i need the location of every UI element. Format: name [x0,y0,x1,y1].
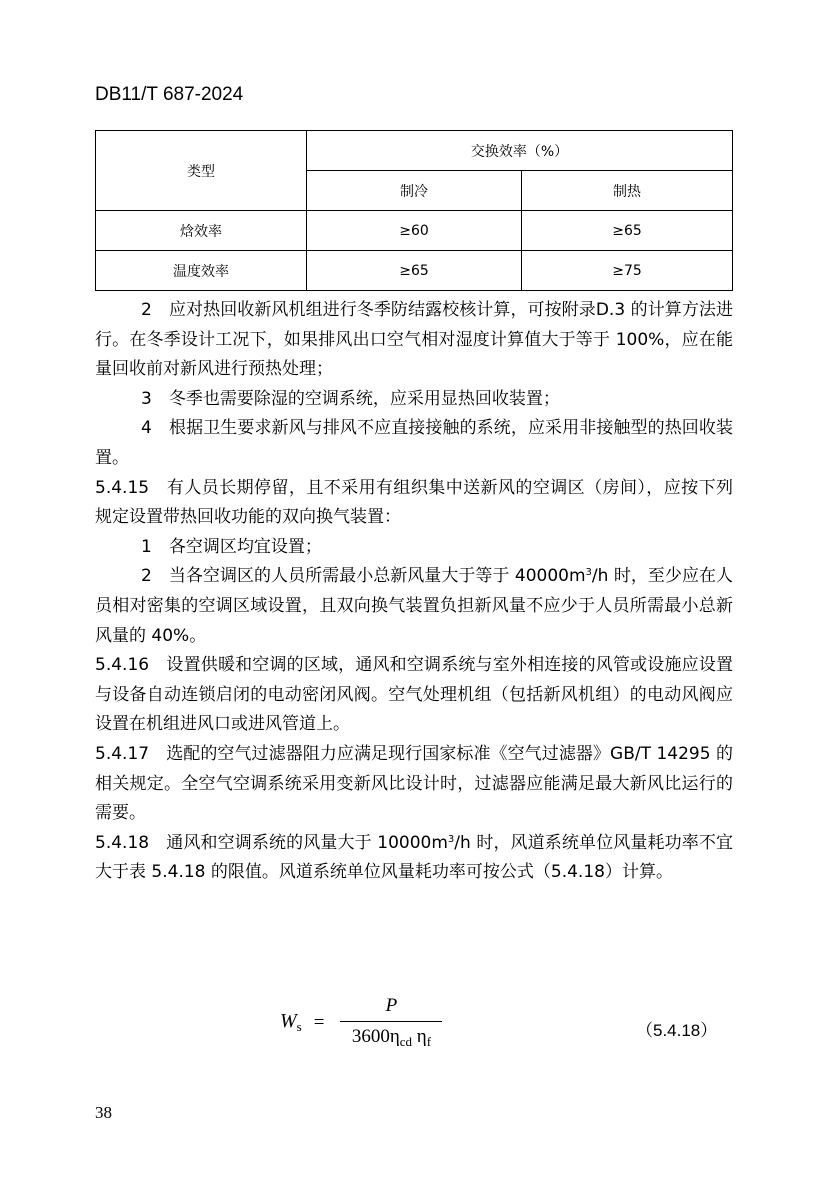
page-number: 38 [95,1103,112,1122]
clause-5-4-16: 5.4.16 设置供暖和空调的区域，通风和空调系统与室外相连接的风管或设施应设置与设备自动连锁启闭的电动密闭风阀。空气处理机组（包括新风机组）的电动风阀应设置在机组进风口或进风管道上。 [95,655,733,735]
table-cell-cooling: ≥65 [307,251,522,291]
denominator-subscript-f: f [426,1034,432,1049]
text-segment: /h 时，至少应在人员相对密集的空调区域设置，且双向换气装置负担新风量不应少于人员所需最小总新风量的 40%。 [95,566,734,646]
table-row [96,211,733,251]
formula-5-4-18 [280,995,442,1050]
table-header-heating: 制热 [522,171,733,211]
formula-denominator [352,1022,431,1050]
document-code: DB11/T 687-2024 [95,84,244,105]
denominator-subscript-cd: cd [399,1034,413,1049]
paragraph-item-2: 2 应对热回收新风机组进行冬季防结露校核计算，可按附录D.3 的计算方法进行。在冬季设计工况下，如果排风出口空气相对湿度计算值大于等于 100%，应在能量回收前对新风进行预热处理； [95,300,733,380]
table-cell-heating: ≥75 [522,251,733,291]
formula-numerator: P [385,995,398,1016]
table-cell-type: 焓效率 [96,211,307,251]
clause-5-4-15-item-1: 1 各空调区均宜设置； [141,536,322,557]
table-cell-heating: ≥65 [522,211,733,251]
paragraph-item-4: 4 根据卫生要求新风与排风不应直接接触的系统，应采用非接触型的热回收装置。 [95,418,733,468]
table-header-exchange-efficiency: 交换效率（%） [307,131,733,171]
superscript: 3 [447,833,455,845]
text-segment: /h 时，风道系统单位风量耗功率不宜大于表 5.4.18 的限值。风道系统单位风量耗功率可按公式（5.4.18）计算。 [95,832,733,883]
table-row [96,251,733,291]
clause-5-4-17: 5.4.17 选配的空气过滤器阻力应满足现行国家标准《空气过滤器》GB/T 14295 的相关规定。全空气空调系统采用变新风比设计时，过滤器应能满足最大新风比运行的需要。 [95,743,733,824]
formula-number: （5.4.18） [636,1021,718,1040]
table-cell-type: 温度效率 [96,251,307,291]
formula-lhs-symbol: W [280,1010,297,1032]
clause-5-4-15-item-2 [95,562,733,651]
formula-lhs-subscript: s [296,1019,302,1034]
superscript: 3 [585,567,592,579]
formula-lhs [280,1010,302,1035]
table-cell-cooling: ≥60 [307,211,522,251]
denominator-coefficient: 3600η [351,1026,400,1047]
text-segment: 5.4.18 通风和空调系统的风量大于 10000m [95,832,448,853]
paragraph-item-3: 3 冬季也需要除湿的空调系统，应采用显热回收装置； [141,388,560,409]
clause-5-4-18 [95,829,733,888]
denominator-eta: η [412,1026,427,1047]
clause-5-4-15: 5.4.15 有人员长期停留，且不采用有组织集中送新风的空调区（房间），应按下列规定设置带热回收功能的双向换气装置： [95,477,733,528]
efficiency-table [95,130,733,291]
body-text [95,296,733,888]
table-header-cooling: 制冷 [307,171,522,211]
formula-fraction [340,995,442,1050]
text-segment: 2 当各空调区的人员所需最小总新风量大于等于 40000m [141,566,586,587]
formula-equals: = [313,1011,325,1033]
table-header-type: 类型 [96,131,307,211]
